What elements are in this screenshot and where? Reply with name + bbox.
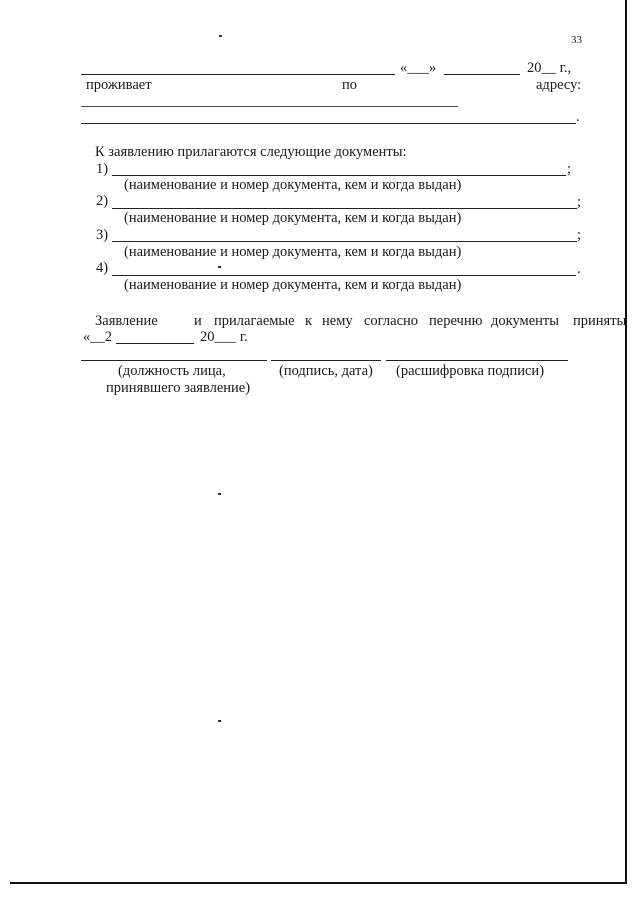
acceptance-word: к bbox=[305, 313, 313, 329]
acceptance-word: Заявление bbox=[95, 313, 158, 329]
address-end-period: . bbox=[576, 109, 580, 125]
position-caption-line1: (должность лица, bbox=[118, 363, 226, 379]
acceptance-word: нему bbox=[322, 313, 353, 329]
attachment-number-2: 2) bbox=[96, 193, 109, 209]
acceptance-word: документы bbox=[491, 313, 559, 329]
lives-label: проживает bbox=[86, 77, 152, 93]
date-day-quotes: «___» bbox=[400, 60, 437, 76]
date-year-label: 20__ г., bbox=[527, 60, 572, 76]
acceptance-date-year: 20___ г. bbox=[200, 329, 248, 345]
attachment-blank-line-1 bbox=[112, 175, 566, 176]
attachment-blank-line-3 bbox=[112, 241, 577, 242]
attachments-heading: К заявлению прилагаются следующие документы: bbox=[95, 144, 407, 160]
attachment-blank-line-2 bbox=[112, 208, 577, 209]
scan-speck bbox=[218, 720, 221, 722]
attachment-caption-4: (наименование и номер документа, кем и когда выдан) bbox=[124, 277, 462, 293]
attachment-caption-3: (наименование и номер документа, кем и когда выдан) bbox=[124, 244, 462, 260]
acceptance-date-day: «__2 bbox=[83, 329, 112, 345]
acceptance-word: и bbox=[194, 313, 202, 329]
signature-line bbox=[271, 360, 381, 361]
address-label: адресу: bbox=[536, 77, 582, 93]
by-label: по bbox=[342, 77, 358, 93]
attachment-number-3: 3) bbox=[96, 227, 109, 243]
attachment-end-4: . bbox=[577, 261, 581, 277]
scan-speck bbox=[218, 493, 221, 495]
scan-speck bbox=[219, 35, 222, 37]
attachment-caption-1: (наименование и номер документа, кем и когда выдан) bbox=[124, 177, 462, 193]
acceptance-word: приняты bbox=[573, 313, 627, 329]
position-signature-line bbox=[81, 360, 267, 361]
address-blank-line-1 bbox=[81, 106, 458, 107]
decoding-caption: (расшифровка подписи) bbox=[396, 363, 545, 379]
acceptance-word: прилагаемые bbox=[214, 313, 295, 329]
attachment-number-1: 1) bbox=[96, 161, 109, 177]
attachment-end-1: ; bbox=[567, 161, 572, 177]
name-blank-line bbox=[81, 74, 395, 75]
attachment-number-4: 4) bbox=[96, 260, 109, 276]
acceptance-word: перечню bbox=[429, 313, 483, 329]
attachment-end-2: ; bbox=[577, 194, 582, 210]
page-edge-bottom bbox=[10, 882, 627, 884]
page-edge-right bbox=[625, 0, 627, 884]
date-month-blank-line bbox=[444, 74, 520, 75]
position-caption-line2: принявшего заявление) bbox=[106, 380, 251, 396]
scan-speck bbox=[218, 266, 221, 268]
acceptance-word: согласно bbox=[364, 313, 419, 329]
address-blank-line-2 bbox=[81, 123, 576, 124]
attachment-end-3: ; bbox=[577, 227, 582, 243]
signature-caption: (подпись, дата) bbox=[279, 363, 373, 379]
attachment-caption-2: (наименование и номер документа, кем и когда выдан) bbox=[124, 210, 462, 226]
decoding-signature-line bbox=[386, 360, 568, 361]
attachment-blank-line-4 bbox=[112, 275, 576, 276]
page-number: 33 bbox=[571, 34, 582, 46]
acceptance-date-month-line bbox=[116, 343, 194, 344]
